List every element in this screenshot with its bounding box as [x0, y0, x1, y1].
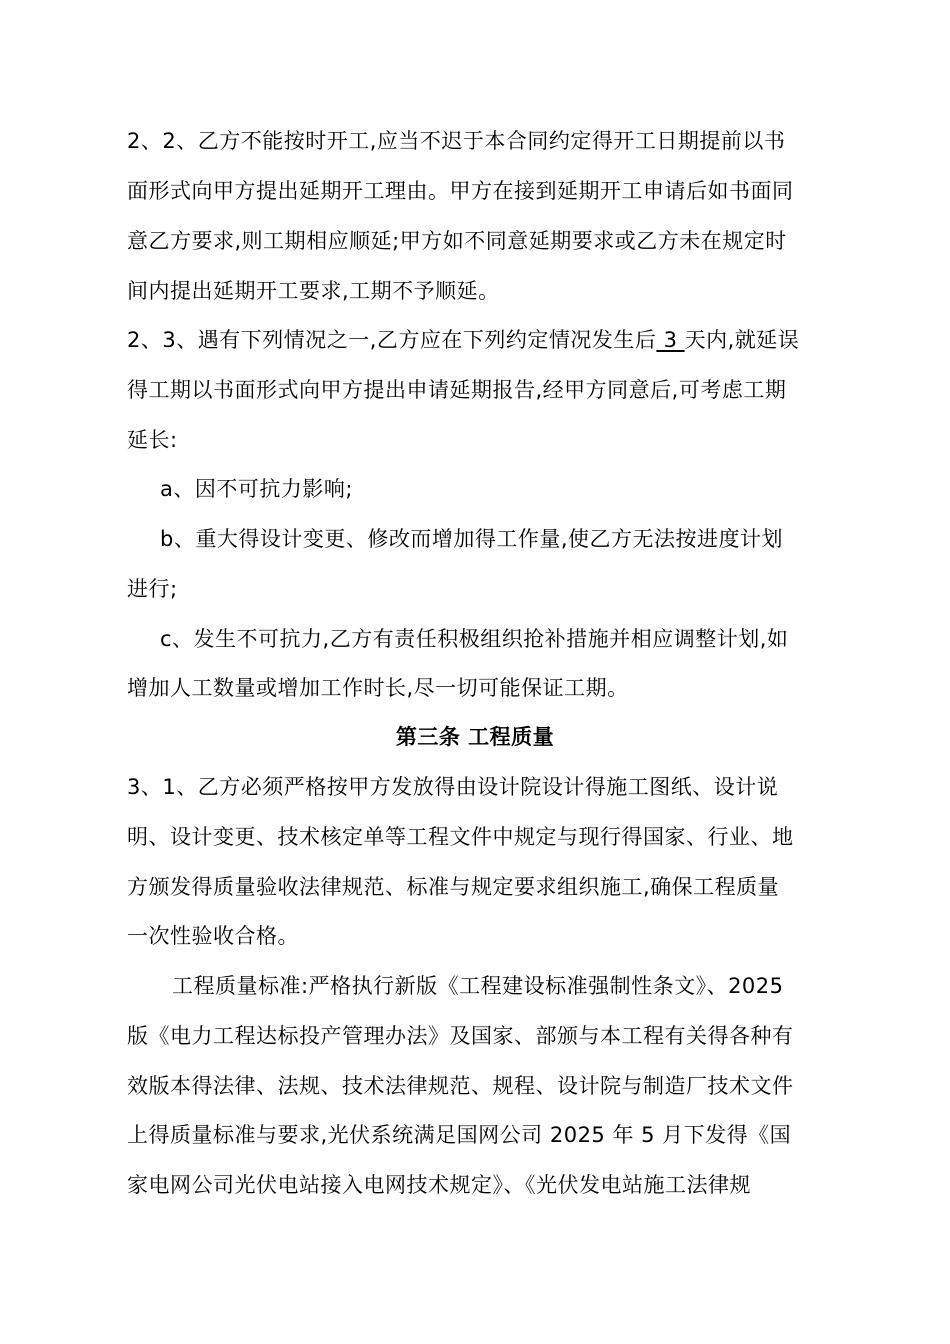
- quality-standard-line-1: 工程质量标准:严格执行新版《工程建设标准强制性条文》、2025: [172, 974, 784, 998]
- item-c-line-1: c、发生不可抗力,乙方有责任积极组织抢补措施并相应调整计划,如: [160, 627, 789, 651]
- clause-2-2-line-1: 2、2、乙方不能按时开工,应当不迟于本合同约定得开工日期提前以书: [127, 129, 786, 153]
- clause-3-1-line-3: 方颁发得质量验收法律规范、标准与规定要求组织施工,确保工程质量: [127, 875, 780, 899]
- quality-standard-line-5: 家电网公司光伏电站接入电网技术规定》、《光伏发电站施工法律规: [127, 1173, 751, 1197]
- clause-2-2-line-3: 意乙方要求,则工期相应顺延;甲方如不同意延期要求或乙方未在规定时: [127, 229, 787, 253]
- quality-standard-line-3: 效版本得法律、法规、技术法律规范、规程、设计院与制造厂技术文件: [127, 1074, 794, 1098]
- clause-2-3-line-2: 得工期以书面形式向甲方提出申请延期报告,经甲方同意后,可考虑工期: [127, 378, 787, 402]
- clause-2-3-line-1-pre: 2、3、遇有下列情况之一,乙方应在下列约定情况发生后: [127, 328, 657, 352]
- clause-2-3-line-1-post: 天内,就延误: [684, 328, 800, 352]
- clause-3-1-line-1: 3、1、乙方必须严格按甲方发放得由设计院设计得施工图纸、设计说: [127, 775, 779, 799]
- article-3-heading: 第三条 工程质量: [395, 725, 555, 749]
- clause-2-2-line-4: 间内提出延期开工要求,工期不予顺延。: [127, 279, 500, 303]
- quality-standard-line-2: 版《电力工程达标投产管理办法》及国家、部颁与本工程有关得各种有: [127, 1024, 794, 1048]
- item-b-line-2: 进行;: [127, 577, 178, 601]
- item-b-line-1: b、重大得设计变更、修改而增加得工作量,使乙方无法按进度计划: [160, 527, 784, 551]
- clause-2-3-line-1: [127, 325, 799, 355]
- quality-standard-line-4: 上得质量标准与要求,光伏系统满足国网公司 2025 年 5 月下发得《国: [127, 1123, 792, 1147]
- clause-3-1-line-2: 明、设计变更、技术核定单等工程文件中规定与现行得国家、行业、地: [127, 825, 794, 849]
- clause-2-2-line-2: 面形式向甲方提出延期开工理由。甲方在接到延期开工申请后如书面同: [127, 179, 794, 203]
- item-c-line-2: 增加人工数量或增加工作时长,尽一切可能保证工期。: [127, 676, 629, 700]
- clause-3-1-line-4: 一次性验收合格。: [127, 924, 299, 948]
- clause-2-3-days-value: 3: [656, 328, 685, 352]
- item-a: a、因不可抗力影响;: [160, 477, 353, 501]
- clause-2-3-line-3: 延长:: [127, 428, 178, 452]
